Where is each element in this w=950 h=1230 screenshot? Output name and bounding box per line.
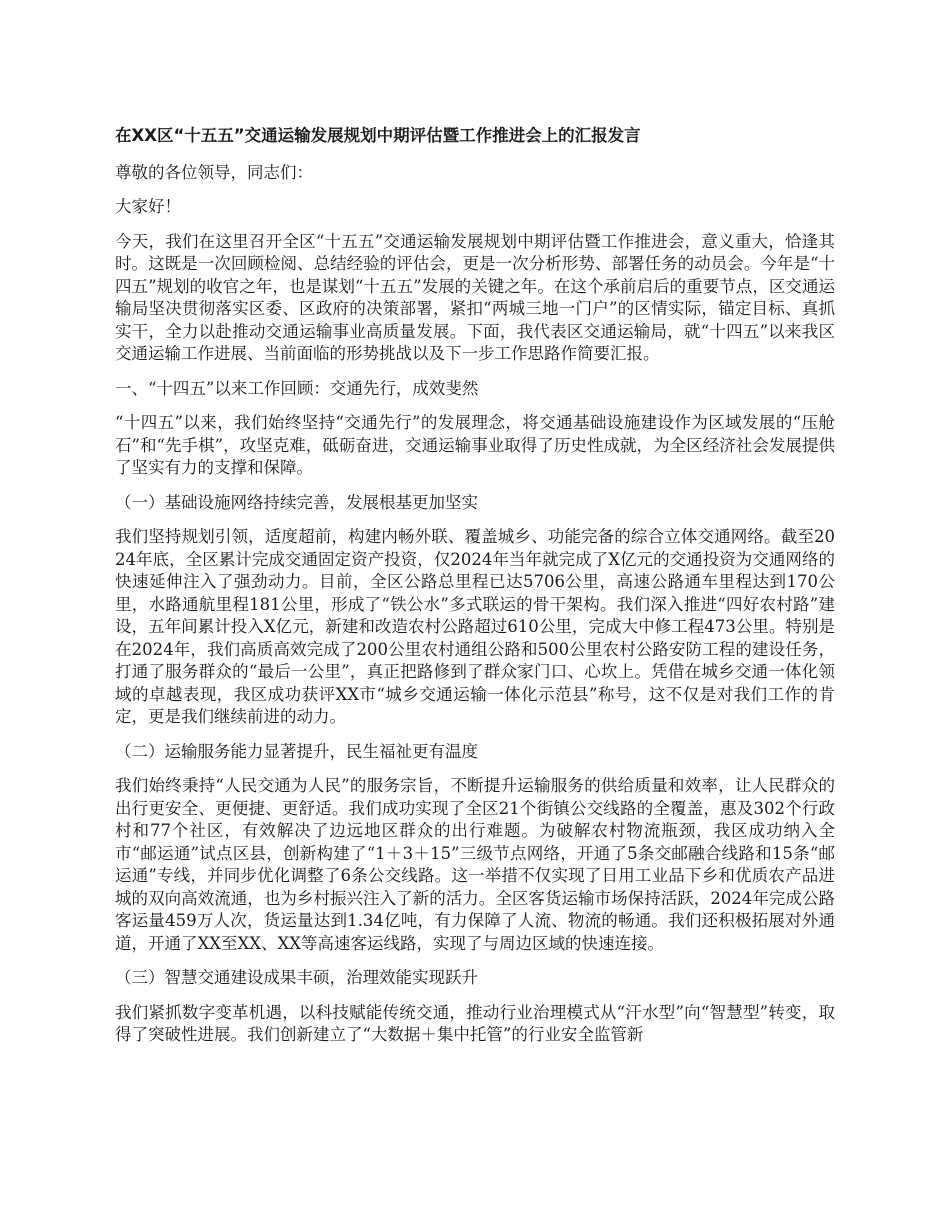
section-heading-1: 一、“十四五”以来工作回顾：交通先行，成效斐然 [115, 378, 479, 398]
subsection-3-paragraph: 我们紧抓数字变革机遇，以科技赋能传统交通，推动行业治理模式从“汗水型”向“智慧型”转变，取得了突破性进展。我们创新建立了“大数据＋集中托管”的行业安全监管新 [115, 1002, 835, 1044]
intro-paragraph: 今天，我们在这里召开全区“十五五”交通运输发展规划中期评估暨工作推进会，意义重大，恰逢其时。这既是一次回顾检阅、总结经验的评估会，更是一次分析形势、部署任务的动员会。今年是“十四五”规划的收官之年，也是谋划“十五五”发展的关键之年。在这个承前启后的重要节点，区交通运输局坚决贯彻落实区委、区政府的决策部署，紧扣“两城三地一门户”的区情实际，锚定目标、真抓实干，全力以赴推动交通运输事业高质量发展。下面，我代表区交通运输局，就“十四五”以来我区交通运输工作进展、当前面临的形势挑战以及下一步工作思路作简要汇报。 [115, 231, 835, 363]
subsection-heading-3: （三）智慧交通建设成果丰硕，治理效能实现跃升 [115, 968, 478, 987]
subsection-1-paragraph: 我们坚持规划引领，适度超前，构建内畅外联、覆盖城乡、功能完备的综合立体交通网络。截至2024年底，全区累计完成交通固定资产投资，仅2024年当年就完成了X亿元的交通投资为交通网络的快速延伸注入了强劲动力。目前，全区公路总里程已达5706公里，高速公路通车里程达到170公里，水路通航里程181公里，形成了“铁公水”多式联运的骨干架构。我们深入推进“四好农村路”建设，五年间累计投入X亿元，新建和改造农村公路超过610公里，完成大中修工程473公里。特别是在2024年，我们高质高效完成了200公里农村通组公路和500公里农村公路安防工程的建设任务，打通了服务群众的“最后一公里”，真正把路修到了群众家门口、心坎上。凭借在城乡交通一体化领域的卓越表现，我区成功获评XX市“城乡交通运输一体化示范县”称号，这不仅是对我们工作的肯定，更是我们继续前进的动力。 [115, 527, 835, 726]
salutation: 尊敬的各位领导，同志们： [115, 162, 313, 182]
document-title: 在XX区“十五五”交通运输发展规划中期评估暨工作推进会上的汇报发言 [115, 126, 641, 145]
subsection-heading-1: （一）基础设施网络持续完善，发展根基更加坚实 [115, 492, 478, 512]
subsection-2-paragraph: 我们始终秉持“人民交通为人民”的服务宗旨，不断提升运输服务的供给质量和效率，让人民群众的出行更安全、更便捷、更舒适。我们成功实现了全区21个街镇公交线路的全覆盖，惠及302个行政村和77个社区，有效解决了边远地区群众的出行难题。为破解农村物流瓶颈，我区成功纳入全市“邮运通”试点区县，创新构建了“1＋3＋15”三级节点网络，开通了5条交邮融合线路和15条“邮运通”专线，并同步优化调整了6条公交线路。这一举措不仅实现了日用工业品下乡和优质农产品进城的双向高效流通，也为乡村振兴注入了新的活力。全区客货运输市场保持活跃，2024年完成公路客运量459万人次，货运量达到1.34亿吨，有力保障了人流、物流的畅通。我们还积极拓展对外通道，开通了XX至XX、XX等高速客运线路，实现了与周边区域的快速连接。 [115, 776, 835, 953]
document-body [115, 125, 835, 1059]
subsection-heading-2: （二）运输服务能力显著提升，民生福祉更有温度 [115, 741, 478, 761]
greeting: 大家好！ [115, 197, 181, 216]
section-1-paragraph: “十四五”以来，我们始终坚持“交通先行”的发展理念，将交通基础设施建设作为区域发展的“压舱石”和“先手棋”，攻坚克难，砥砺奋进，交通运输事业取得了历史性成就，为全区经济社会发展提供了坚实有力的支撑和保障。 [115, 413, 835, 477]
